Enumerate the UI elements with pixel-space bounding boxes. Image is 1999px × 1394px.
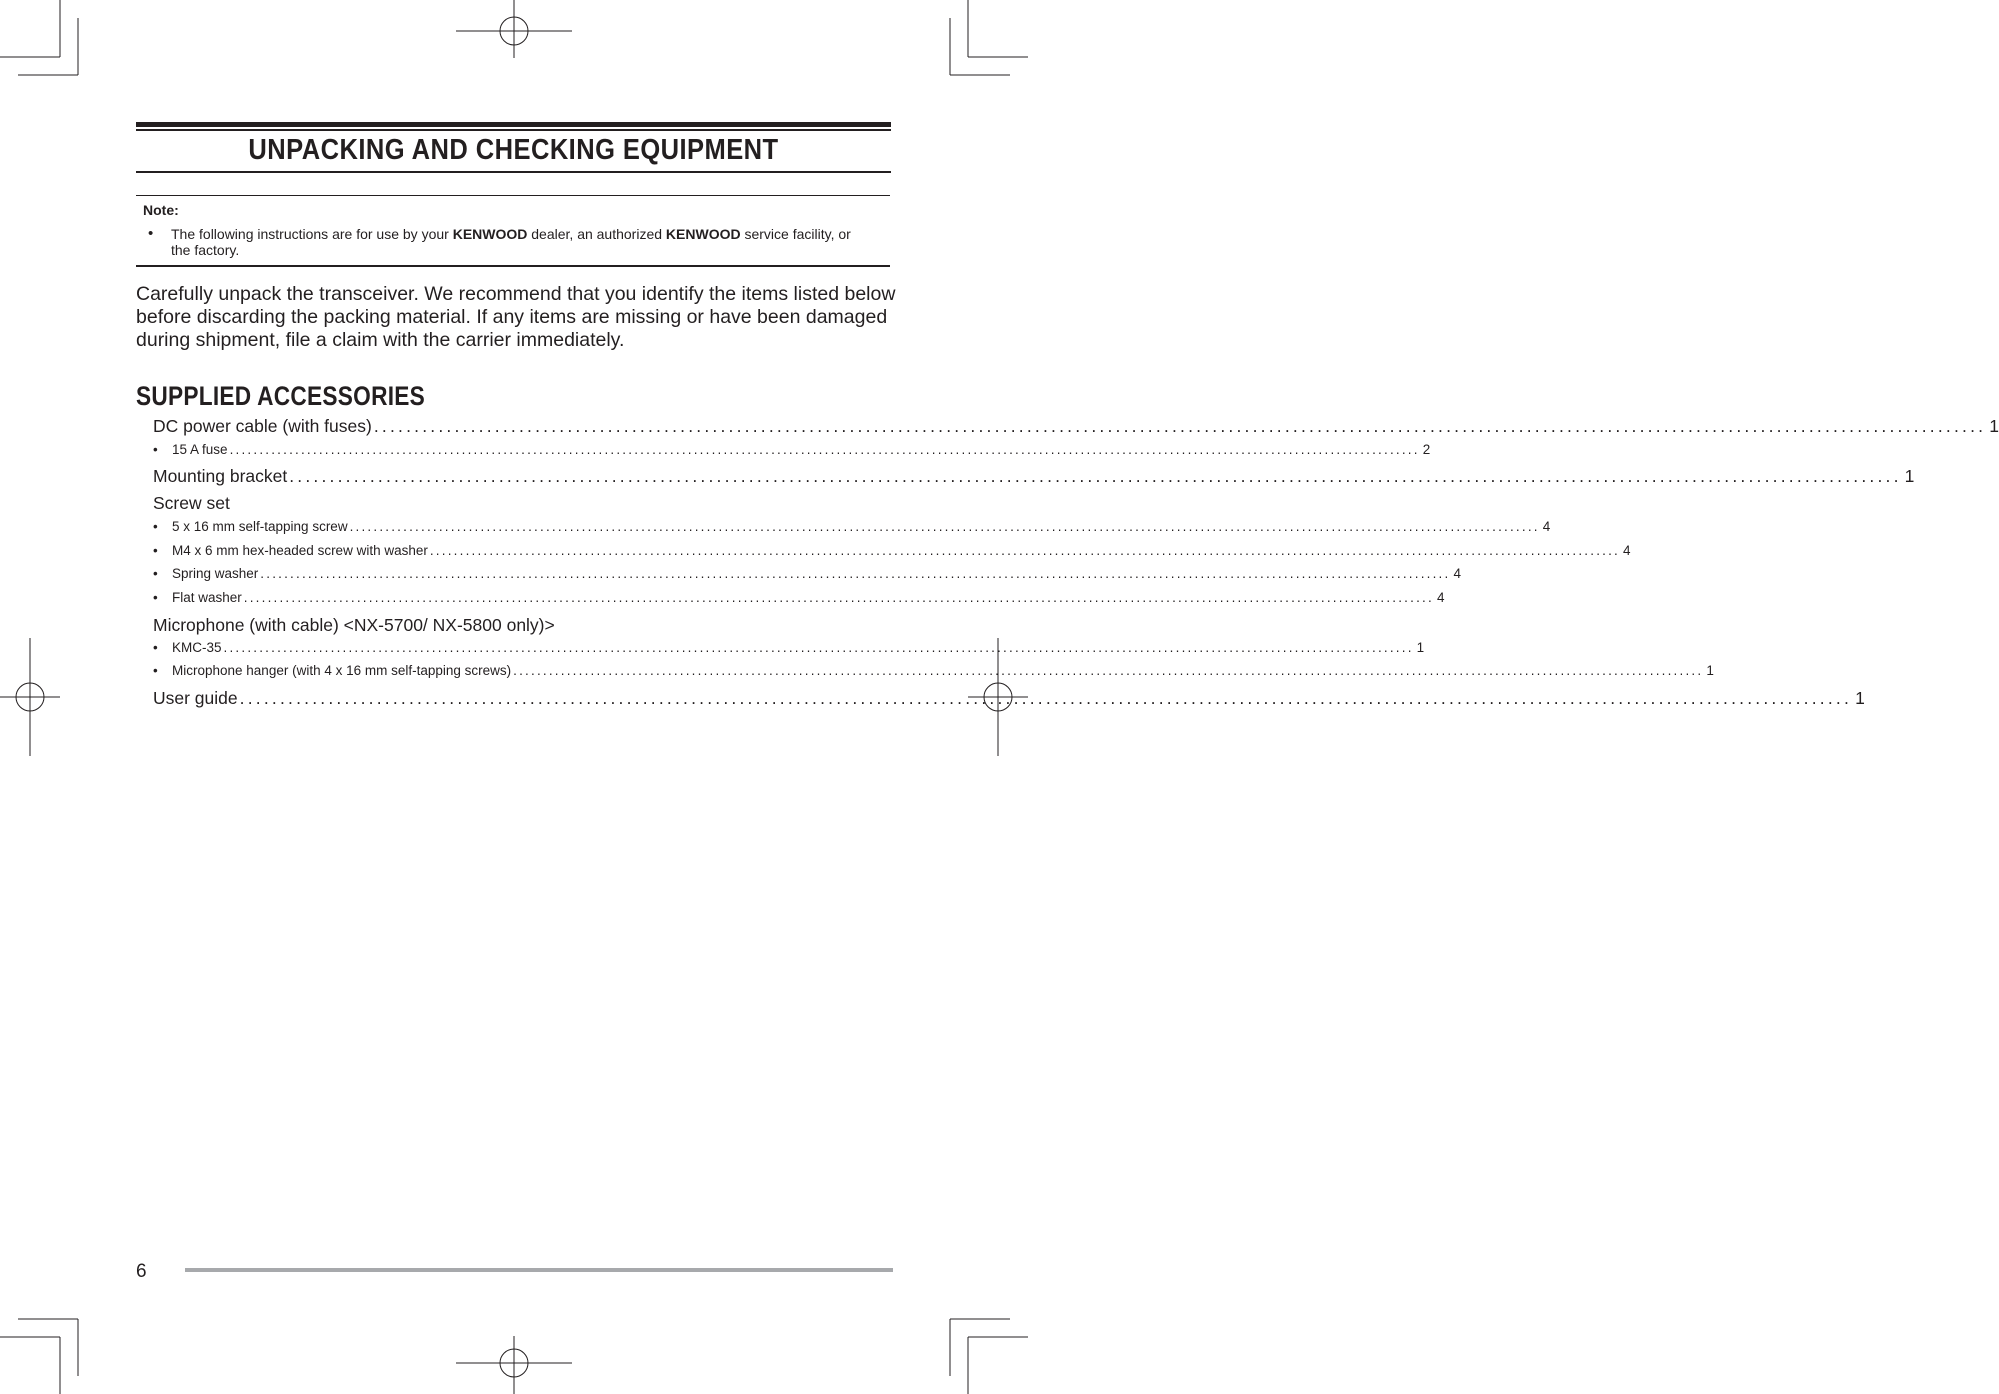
dot-leader: ........................................................................................................................................................................................................ xyxy=(513,663,1704,678)
accessory-row xyxy=(153,465,1915,487)
accessory-subrow xyxy=(153,518,1551,536)
page-number: 6 xyxy=(136,1261,147,1282)
bullet: • xyxy=(153,663,158,678)
accessory-label: Screw set xyxy=(153,493,230,513)
accessory-subrow xyxy=(153,441,1431,459)
accessory-quantity: 1 xyxy=(1904,466,1915,486)
accessory-group-label xyxy=(153,492,230,514)
accessory-quantity: 4 xyxy=(1623,543,1631,558)
dot-leader: ........................................................................................................................................................................................................ xyxy=(429,543,1621,558)
accessory-label: 5 x 16 mm self-tapping screw xyxy=(172,519,348,534)
dot-leader: ........................................................................................................................................................................................................ xyxy=(373,416,1987,436)
accessory-quantity: 4 xyxy=(1542,519,1551,534)
dot-leader: ........................................................................................................................................................................................................ xyxy=(260,566,1451,581)
accessory-subrow xyxy=(153,542,1631,560)
accessory-label: Spring washer xyxy=(172,566,259,581)
registration-mark-left xyxy=(0,638,60,756)
accessory-quantity: 2 xyxy=(1422,442,1431,457)
accessory-label: Microphone hanger (with 4 x 16 mm self-tapping screws) xyxy=(172,663,512,678)
dot-leader: ........................................................................................................................................................................................................ xyxy=(349,519,1540,534)
accessory-label: Mounting bracket xyxy=(153,466,288,486)
bullet: • xyxy=(153,590,158,605)
accessory-row xyxy=(153,687,1865,709)
note-brand-kenwood-2: KENWOOD xyxy=(665,226,741,242)
crop-mark-top-right xyxy=(950,0,1028,75)
accessory-quantity: 1 xyxy=(1989,416,1999,436)
dot-leader: ........................................................................................................................................................................................................ xyxy=(223,640,1414,655)
section-heading-supplied-accessories: SUPPLIED ACCESSORIES xyxy=(136,381,426,411)
intro-paragraph: Carefully unpack the transceiver. We recommend that you identify the items listed below before discarding the packing material. If any items are missing or have been damaged during shipment, file a claim with the carrier immediately. xyxy=(136,283,896,351)
title-rule-thick xyxy=(136,122,891,127)
note-brand-kenwood: KENWOOD xyxy=(452,226,528,242)
crop-mark-top-left xyxy=(0,0,78,75)
accessory-subrow xyxy=(153,589,1445,607)
accessory-row xyxy=(153,415,1999,437)
note-top-rule xyxy=(136,195,890,196)
bullet: • xyxy=(153,519,158,534)
accessory-label: KMC-35 xyxy=(172,640,222,655)
title-underline xyxy=(136,171,891,173)
accessory-label: Microphone (with cable) <NX-5700/ NX-5800 only)> xyxy=(153,615,555,635)
page-title: UNPACKING AND CHECKING EQUIPMENT xyxy=(248,134,779,166)
dot-leader: ........................................................................................................................................................................................................ xyxy=(289,466,1902,486)
accessory-quantity: 4 xyxy=(1453,566,1461,581)
bullet: • xyxy=(153,442,158,457)
bullet: • xyxy=(153,543,158,558)
dot-leader: ........................................................................................................................................................................................................ xyxy=(229,442,1420,457)
note-text-middle: dealer, an authorized xyxy=(527,226,666,242)
accessory-quantity: 1 xyxy=(1416,640,1425,655)
accessory-label: M4 x 6 mm hex-headed screw with washer xyxy=(172,543,428,558)
footer-rule xyxy=(185,1268,893,1272)
accessory-quantity: 1 xyxy=(1855,688,1865,708)
note-text xyxy=(171,226,871,258)
note-text-before: The following instructions are for use by your xyxy=(171,226,453,242)
accessory-group-label xyxy=(153,614,555,636)
note-heading: Note: xyxy=(143,202,179,218)
crop-mark-bottom-left xyxy=(0,1319,78,1394)
registration-mark-top xyxy=(456,0,572,58)
bullet: • xyxy=(153,566,158,581)
accessory-label: DC power cable (with fuses) xyxy=(153,416,372,436)
bullet: • xyxy=(153,640,158,655)
dot-leader: ........................................................................................................................................................................................................ xyxy=(243,590,1434,605)
note-bullet: • xyxy=(148,225,154,242)
accessory-quantity: 1 xyxy=(1706,663,1714,678)
accessory-label: Flat washer xyxy=(172,590,242,605)
accessory-quantity: 4 xyxy=(1436,590,1445,605)
accessory-subrow xyxy=(153,565,1461,583)
accessory-subrow xyxy=(153,639,1425,657)
registration-mark-bottom xyxy=(456,1336,572,1394)
note-bottom-rule xyxy=(136,265,890,267)
accessory-label: 15 A fuse xyxy=(172,442,228,457)
accessory-subrow xyxy=(153,662,1714,680)
note-text-after: service facility, or the factory. xyxy=(171,226,851,258)
dot-leader: ........................................................................................................................................................................................................ xyxy=(239,688,1853,708)
accessory-label: User guide xyxy=(153,688,238,708)
crop-mark-bottom-right xyxy=(950,1319,1028,1394)
